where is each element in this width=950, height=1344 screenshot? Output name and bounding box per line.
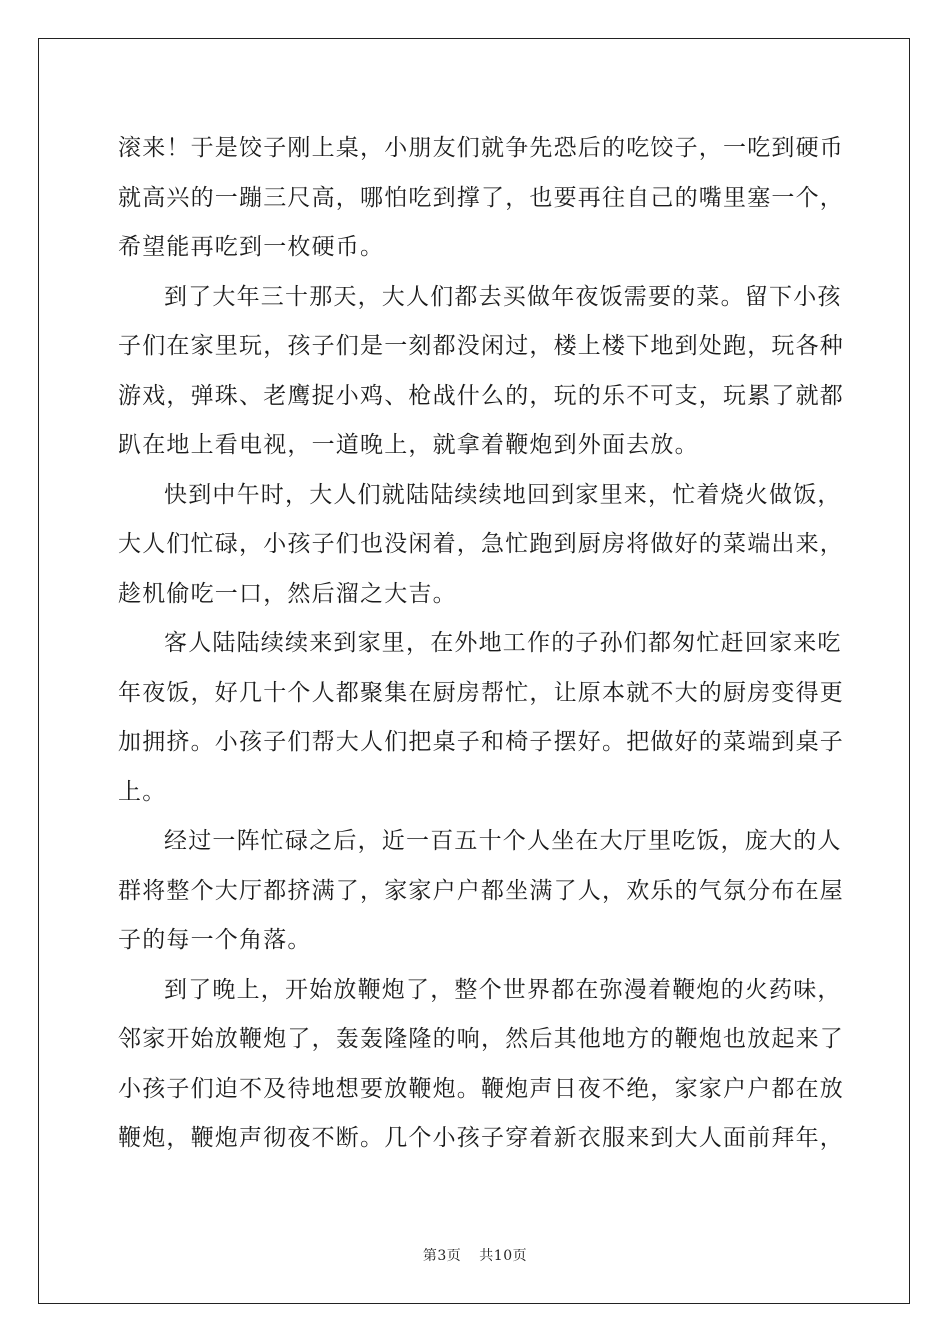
text-line: 加拥挤。小孩子们帮大人们把桌子和椅子摆好。把做好的菜端到桌子: [118, 729, 844, 755]
text-line: 鞭炮，鞭炮声彻夜不断。几个小孩子穿着新衣服来到大人面前拜年，: [118, 1125, 844, 1151]
paragraph-first-line: 快到中午时，大人们就陆陆续续地回到家里来，忙着烧火做饭，: [164, 481, 842, 508]
text-line: 子的每一个角落。: [118, 927, 312, 953]
page-footer: [0, 1245, 950, 1265]
text-line: 上。: [118, 778, 167, 805]
document-body: [118, 124, 844, 1164]
text-line: 趁机偷吃一口，然后溜之大吉。: [118, 580, 457, 607]
text-line: 就高兴的一蹦三尺高，哪怕吃到撑了，也要再往自己的嘴里塞一个，: [118, 184, 844, 211]
text-line: 群将整个大厅都挤满了，家家户户都坐满了人，欢乐的气氛分布在屋: [118, 877, 844, 904]
page-total: 共10页: [479, 1248, 528, 1264]
paragraph-first-line: 到了晚上，开始放鞭炮了，整个世界都在弥漫着鞭炮的火药味，: [164, 976, 842, 1003]
paragraph-first-line: 经过一阵忙碌之后，近一百五十个人坐在大厅里吃饭，庞大的人: [164, 828, 842, 854]
text-line: 滚来！于是饺子刚上桌，小朋友们就争先恐后的吃饺子，一吃到硬币: [118, 135, 844, 161]
text-line: 希望能再吃到一枚硬币。: [118, 234, 385, 260]
text-line: 小孩子们迫不及待地想要放鞭炮。鞭炮声日夜不绝，家家户户都在放: [118, 1075, 844, 1102]
paragraph-first-line: 到了大年三十那天，大人们都去买做年夜饭需要的菜。留下小孩: [164, 283, 842, 310]
text-line: 邻家开始放鞭炮了，轰轰隆隆的响，然后其他地方的鞭炮也放起来了: [118, 1026, 844, 1052]
text-line: 游戏，弹珠、老鹰捉小鸡、枪战什么的，玩的乐不可支，玩累了就都: [118, 382, 844, 409]
text-line: 趴在地上看电视，一道晚上，就拿着鞭炮到外面去放。: [118, 432, 699, 458]
text-line: 子们在家里玩，孩子们是一刻都没闲过，楼上楼下地到处跑，玩各种: [118, 333, 844, 359]
text-line: 年夜饭，好几十个人都聚集在厨房帮忙，让原本就不大的厨房变得更: [118, 679, 844, 706]
text-line: 大人们忙碌，小孩子们也没闲着，急忙跑到厨房将做好的菜端出来，: [118, 531, 844, 557]
page-number: 第3页: [422, 1248, 462, 1264]
paragraph-first-line: 客人陆陆续续来到家里，在外地工作的子孙们都匆忙赶回家来吃: [164, 630, 842, 656]
